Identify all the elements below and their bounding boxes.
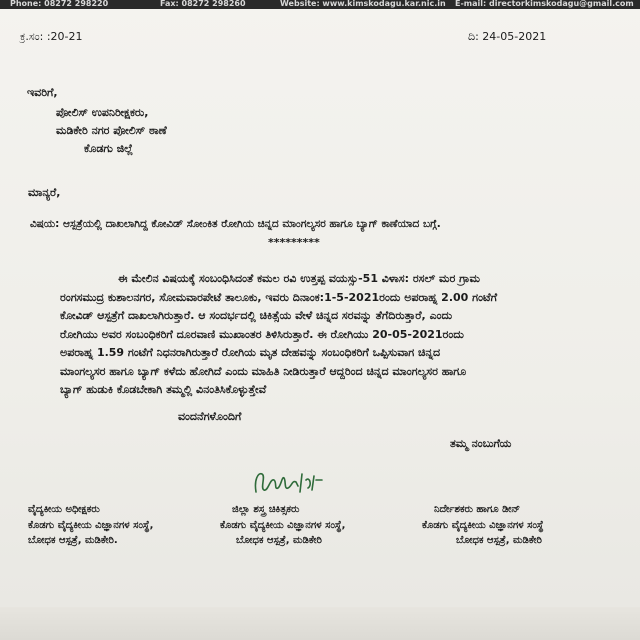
signatory-line: ಬೋಧಕ ಆಸ್ಪತ್ರೆ, ಮಡಿಕೇರಿ <box>456 535 542 546</box>
signatory-line: ಕೊಡಗು ವೈದ್ಯಕೀಯ ವಿಜ್ಞಾನಗಳ ಸಂಸ್ಥೆ, <box>28 519 154 531</box>
recipient-line-2: ಮಡಿಕೇರಿ ನಗರ ಪೋಲಿಸ್ ಠಾಣೆ <box>56 124 167 137</box>
signatory-line: ನಿರ್ದೇಶಕರು ಹಾಗೂ ಡೀನ್ <box>434 504 521 515</box>
body-line: ರಂಗಸಮುದ್ರ ಕುಶಾಲನಗರ, ಸೋಮವಾರಪೇಟೆ ತಾಲೂಕು, ಇವರು ದಿನಾಂಕ:1-5-2021ರಂದು ಅಪರಾಹ್ನ 2.00 ಗಂಟೆಗೆ <box>60 290 498 304</box>
body-paragraph <box>60 270 620 400</box>
recipient-line-3: ಕೊಡಗು ಜಿಲ್ಲೆ <box>84 142 133 155</box>
subject-line: ವಿಷಯ: ಆಸ್ಪತ್ರೆಯಲ್ಲಿ ದಾಖಲಾಗಿದ್ದ ಕೋವಿಡ್ ಸೋಂಕಿತ ರೋಗಿಯ ಚಿನ್ನದ ಮಾಂಗಲ್ಯಸರ ಹಾಗೂ ಬ್ಯಾಗ್ ಕಾಣೆಯಾದ ಬಗ್ಗೆ. <box>30 218 441 230</box>
fax-text: Fax: 08272 298260 <box>160 0 246 8</box>
signatory-line: ಬೋಧಕ ಆಸ್ಪತ್ರೆ, ಮಡಿಕೇರಿ. <box>28 535 118 546</box>
signatory-line: ಬೋಧಕ ಆಸ್ಪತ್ರೆ, ಮಡಿಕೇರಿ <box>236 535 322 546</box>
body-line: ಕೋವಿಡ್ ಆಸ್ಪತ್ರೆಗೆ ದಾಖಲಾಗಿರುತ್ತಾರೆ. ಆ ಸಂದರ್ಭದಲ್ಲಿ ಚಿಕಿತ್ಸೆಯ ವೇಳೆ ಚಿನ್ನದ ಸರವನ್ನು ತೆಗೆದಿರುತ್ತಾರೆ, ಎಂದು <box>60 309 453 322</box>
body-line: ಈ ಮೇಲಿನ ವಿಷಯಕ್ಕೆ ಸಂಬಂಧಿಸಿದಂತೆ ಕಮಲ ರವಿ ಉತ್ತಪ್ಪ ವಯಸ್ಸು-51 ವಿಳಾಸ: ರಸಲ್ ಮರ ಗ್ರಾಮ <box>118 272 480 285</box>
separator-stars: ********* <box>268 236 320 249</box>
greeting: ಮಾನ್ಯರೆ, <box>28 186 61 199</box>
letterhead-contact-bar <box>0 0 640 9</box>
recipient-salutation: ಇವರಿಗೆ, <box>27 86 58 99</box>
signatory-line: ಕೊಡಗು ವೈದ್ಯಕೀಯ ವಿಜ್ಞಾನಗಳ ಸಂಸ್ಥೆ <box>422 519 544 531</box>
signatory-medical-superintendent <box>28 502 153 549</box>
recipient-line-1: ಪೋಲಿಸ್ ಉಪನಿರೀಕ್ಷಕರು, <box>56 106 149 119</box>
body-line: ಬ್ಯಾಗ್ ಹುಡುಕಿ ಕೊಡಬೇಕಾಗಿ ತಮ್ಮಲ್ಲಿ ವಿನಂತಿಸಿಕೊಳ್ಳುತ್ತೇವೆ <box>60 383 267 396</box>
body-line: ಮಾಂಗಲ್ಯಸರ ಹಾಗೂ ಬ್ಯಾಗ್ ಕಳೆದು ಹೋಗಿದೆ ಎಂದು ಮಾಹಿತಿ ನೀಡಿರುತ್ತಾರೆ ಆದ್ದರಿಂದ ಚಿನ್ನದ ಮಾಂಗಲ್ಯಸರ ಹಾಗೂ <box>60 364 467 378</box>
handwritten-signature <box>250 466 328 498</box>
closing-regards: ವಂದನೆಗಳೊಂದಿಗೆ <box>178 410 242 423</box>
paper-bottom-shadow <box>0 607 640 640</box>
closing-yours: ತಮ್ಮ ನಂಬುಗೆಯ <box>450 437 512 450</box>
signatory-district-surgeon <box>220 502 345 549</box>
website-text: Website: www.kimskodagu.kar.nic.in <box>280 0 446 8</box>
signatory-line: ವೈದ್ಯಕೀಯ ಅಧೀಕ್ಷಕರು <box>28 504 100 515</box>
letter-date: ದಿ: 24-05-2021 <box>468 30 547 43</box>
email-text: E-mail: directorkimskodagu@gmail.com <box>455 0 634 8</box>
body-line: ಅಪರಾಹ್ನ 1.59 ಗಂಟೆಗೆ ನಿಧನರಾಗಿರುತ್ತಾರೆ ರೋಗಿಯ ಮೃತ ದೇಹವನ್ನು ಸಂಬಂಧಿಕರಿಗೆ ಒಪ್ಪಿಸುವಾಗ ಚಿನ್ನದ <box>60 346 441 359</box>
body-line: ರೋಗಿಯು ಅವರ ಸಂಬಂಧಿಕರಿಗೆ ದೂರವಾಣಿ ಮುಖಾಂತರ ತಿಳಿಸಿರುತ್ತಾರೆ. ಈ ರೋಗಿಯು 20-05-2021ರಂದು <box>60 327 464 341</box>
phone-text: Phone: 08272 298220 <box>10 0 109 8</box>
signatory-line: ಜಿಲ್ಲಾ ಶಸ್ತ್ರ ಚಿಕಿತ್ಸಕರು <box>232 504 300 515</box>
signatory-director-dean <box>422 502 544 549</box>
reference-number: ಕ್ರ.ಸಂ: :20-21 <box>20 30 83 43</box>
signatory-line: ಕೊಡಗು ವೈದ್ಯಕೀಯ ವಿಜ್ಞಾನಗಳ ಸಂಸ್ಥೆ, <box>220 519 346 531</box>
